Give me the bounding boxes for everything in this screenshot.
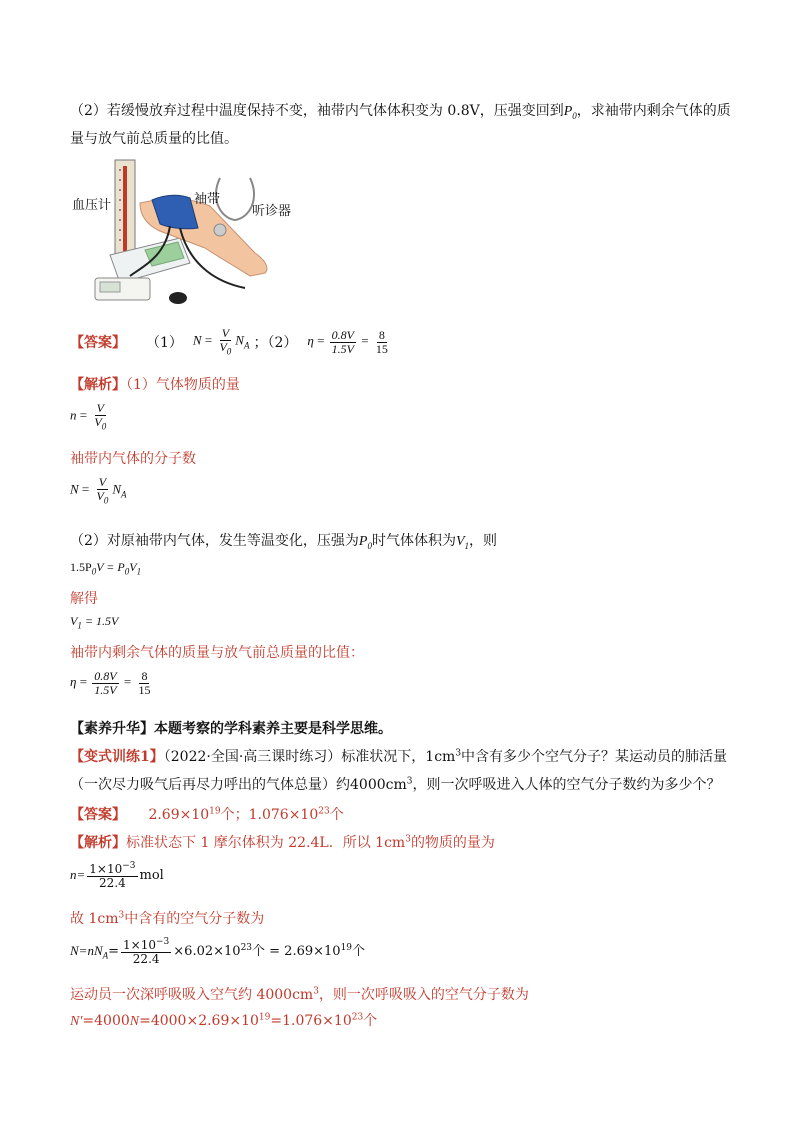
question-text: （2）若缓慢放弃过程中温度保持不变，袖带内气体体积变为 0.8V，压强变回到 <box>70 103 564 119</box>
stethoscope <box>216 178 254 220</box>
analysis-step-5: 袖带内剩余气体的质量与放气前总质量的比值： <box>70 645 364 661</box>
variant-analysis-3: 运动员一次深呼吸吸入空气约 $4000cm^3$，则一次呼吸吸入的空气分子数为 <box>70 986 529 1003</box>
analysis-step-4: 解得 <box>70 591 98 607</box>
formula-eta: η = $\frac{0.8V}{1.5V}$ = $\frac{8}{15}$ <box>70 669 151 697</box>
bulb <box>169 292 187 304</box>
analysis-step-2: 袖带内气体的分子数 <box>70 451 196 467</box>
variant-final-result: $N'=4000N=4000\times 2.69\times 10^{19}=1.076\times 10^{23}$个 <box>70 1012 378 1029</box>
label-stethoscope: 听诊器 <box>252 204 292 219</box>
blood-pressure-figure <box>70 158 292 308</box>
variant-analysis-2: 故 $1cm^3$中含有的空气分子数为 <box>70 910 265 927</box>
answer-formula-2: η = $\frac{0.8V}{1.5V}$ = $\frac{8}{15}$ <box>307 327 388 356</box>
question-2-line-2 <box>70 128 238 148</box>
variant-tag: 【变式训练1】 <box>70 749 164 765</box>
variant-analysis-1: 【解析】标准状态下 1 摩尔体积为 22.4L．所以 $1cm^3$的物质的量为 <box>70 834 495 851</box>
answer-row <box>70 322 392 362</box>
formula-molecules: $N=nN_A=$ $\frac{1\times 10^{-3}}{22.4}$ $\times 6.02\times 10^{23}$个 = $2.69\times 10^{19}$个 <box>70 937 366 966</box>
mercury-tube <box>123 166 127 251</box>
literacy-row <box>70 718 392 738</box>
variant-answer-tag: 【答案】 <box>70 807 126 823</box>
question-text-end: ，求袖带内剩余气体的质 <box>576 103 731 119</box>
analysis-row-1 <box>70 374 240 394</box>
question-2-line-1 <box>70 100 731 121</box>
answer-separator: ；（2） <box>253 335 298 351</box>
variant-analysis-tag: 【解析】 <box>70 835 126 851</box>
formula-isothermal: $1.5P_0V = P_0V_1$ <box>70 560 142 577</box>
answer-formula-1: N = $\frac{V}{V_0}$ $N_A$ <box>192 326 250 357</box>
answer-tag: 【答案】 <box>70 335 126 351</box>
symbol-p0: $P_0$ <box>563 104 577 121</box>
formula-moles: n= $\frac{1\times 10^{-3}}{22.4}$ mol <box>70 861 164 890</box>
analysis-tag: 【解析】 <box>70 377 126 393</box>
formula-v1: $V_1 = 1.5V$ <box>70 614 119 631</box>
variant-line-2: （一次尽力吸气后再尽力呼出的气体总量）约$4000cm^3$，则一次呼吸进入人体的空气分子数约为多少个？ <box>70 776 721 793</box>
analysis-step-3: （2）对原袖带内气体，发生等温变化，压强为$P_0$时气体体积为$V_1$，则 <box>70 533 498 551</box>
variant-line-1: 【变式训练1】（2022·全国·高三课时练习）标准状况下，$1cm^3$中含有多少个空气分子？某运动员的肺活量 <box>70 748 728 765</box>
formula-n: n = $\frac{V}{V_0}$ <box>70 401 107 431</box>
answer-part-1: （1） <box>146 335 183 351</box>
blood-pressure-illustration <box>70 158 285 308</box>
question-text: 量与放气前总质量的比值。 <box>70 131 238 147</box>
label-blood-pressure-meter: 血压计 <box>72 198 112 213</box>
variant-answer: 【答案】 $2.69\times 10^{19}$个；$1.076\times 10^{23}$个 <box>70 806 344 823</box>
analysis-step-1: （1）气体物质的量 <box>126 377 240 393</box>
label-cuff: 袖带 <box>194 192 221 207</box>
formula-N: N = $\frac{V}{V_0}$ $N_A$ <box>70 475 127 505</box>
literacy-tag: 【素养升华】 <box>70 721 154 737</box>
literacy-text: 本题考察的学科素养主要是科学思维。 <box>154 721 392 737</box>
